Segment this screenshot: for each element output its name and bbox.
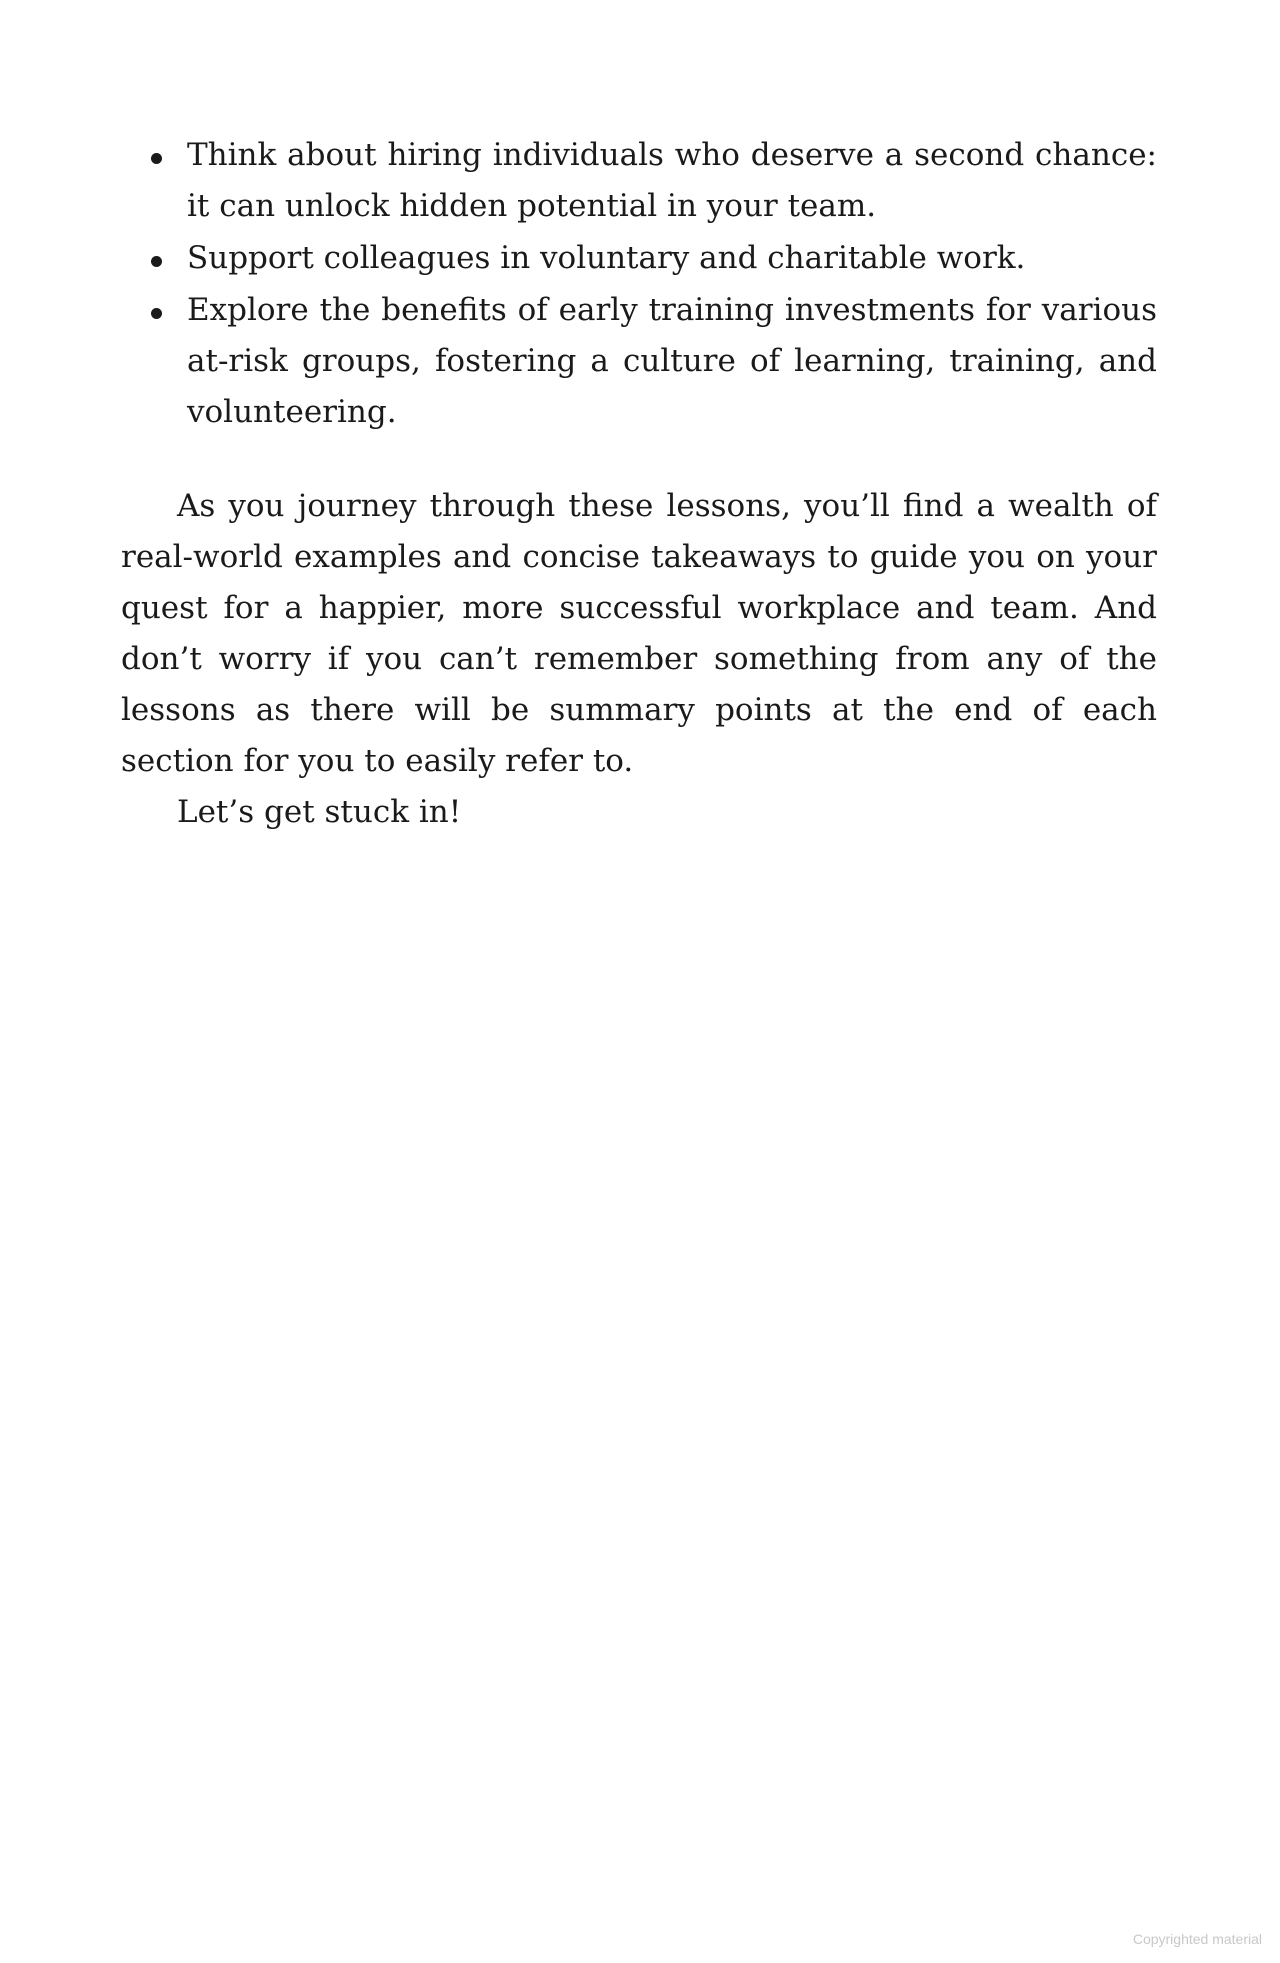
bullet-icon	[151, 256, 162, 267]
bullet-icon	[151, 308, 162, 319]
closing-paragraph: Let’s get stuck in!	[177, 794, 462, 830]
list-item-text: Support colleagues in voluntary and charitable work.	[187, 240, 1026, 276]
list-item	[121, 130, 1157, 232]
list-item-text: Explore the benefits of early training investments for various at-risk groups, fostering a culture of learning, training, and volunteering.	[187, 292, 1157, 430]
list-item	[121, 285, 1157, 438]
list-item-text: Think about hiring individuals who deserve a second chance: it can unlock hidden potential in your team.	[187, 137, 1157, 224]
list-item	[121, 233, 1157, 284]
bullet-icon	[151, 153, 162, 164]
bullet-list	[121, 130, 1157, 438]
page-body	[121, 130, 1157, 838]
body-paragraph: As you journey through these lessons, you’ll find a wealth of real-world examples and concise takeaways to guide you on your quest for a happier, more successful workplace and team. And don’t worry if you can’t remember something from any of the lessons as there will be summary points at the end of each section for you to easily refer to.	[121, 488, 1157, 779]
copyright-watermark: Copyrighted material	[1132, 1931, 1262, 1947]
